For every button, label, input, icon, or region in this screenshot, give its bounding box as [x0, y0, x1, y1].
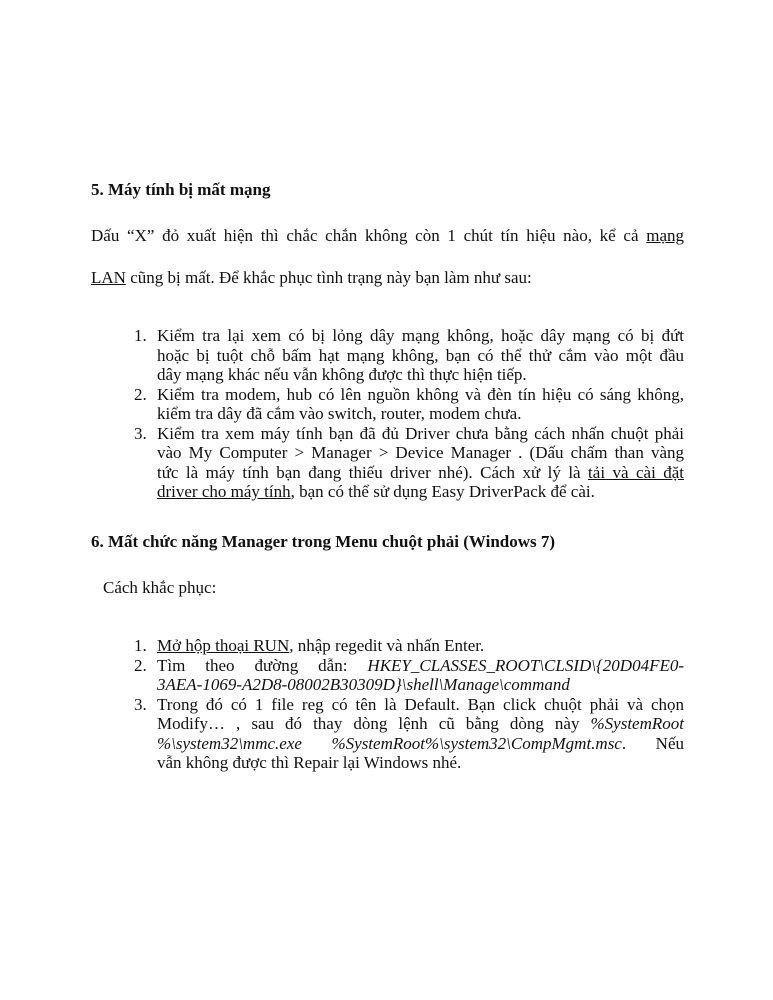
intro-text-2: cũng bị mất. Để khắc phục tình trạng này bạn làm như sau:: [130, 268, 532, 287]
list-text: . Nếu: [621, 733, 684, 753]
list-line: vẫn không được thì Repair lại Windows nhé.: [157, 753, 462, 772]
list-line: hoặc bị tuột chỗ bấm hạt mạng không, bạn có thể thử cắm vào một đầu: [157, 345, 684, 365]
registry-path: 3AEA-1069-A2D8-08002B30309D}\shell\Manage\command: [157, 675, 570, 694]
list-line: [157, 656, 684, 676]
fix-label: Cách khắc phục:: [103, 578, 217, 597]
list-line: Kiểm tra modem, hub có lên nguồn không và đèn tín hiệu có sáng không,: [157, 384, 684, 404]
list-item: [91, 656, 684, 695]
list-text: tức là máy tính bạn đang thiếu driver nhé). Cách xử lý là: [157, 462, 581, 482]
link-tai-va-cai-dat[interactable]: tải và cài đặt: [588, 462, 685, 482]
list-line: vào My Computer > Manager > Device Manager . (Dấu chấm than vàng: [157, 443, 684, 462]
link-lan[interactable]: LAN: [91, 268, 126, 287]
section-5-steps-list: [91, 326, 684, 502]
list-number: 3.: [134, 694, 147, 714]
list-text: , nhập regedit và nhấn Enter.: [289, 636, 485, 655]
list-item: [91, 326, 684, 385]
link-driver-cho-may-tinh[interactable]: driver cho máy tính: [157, 482, 291, 501]
list-line: Kiểm tra xem máy tính bạn đã đủ Driver chưa bằng cách nhấn chuột phải: [157, 423, 684, 443]
list-number: 2.: [134, 384, 147, 404]
list-text: Modify… , sau đó thay dòng lệnh cũ bằng dòng này: [157, 714, 580, 733]
list-line: kiểm tra dây đã cắm vào switch, router, modem chưa.: [157, 404, 522, 423]
list-line: [157, 734, 684, 754]
list-text: Tìm theo đường dẫn:: [157, 655, 348, 675]
list-item: [91, 385, 684, 424]
list-line: Kiểm tra lại xem có bị lỏng dây mạng không, hoặc dây mạng có bị đứt: [157, 326, 684, 345]
list-item: [91, 636, 684, 656]
list-number: 2.: [134, 655, 147, 675]
list-item: [91, 424, 684, 502]
list-line: [157, 482, 684, 502]
list-number: 3.: [134, 423, 147, 443]
list-number: 1.: [134, 326, 147, 345]
section-5-intro-line-2: [91, 268, 684, 288]
command-text: %SystemRoot%\system32\CompMgmt.msc: [331, 733, 622, 753]
list-number: 1.: [134, 636, 147, 655]
command-text: %\system32\mmc.exe: [157, 733, 302, 753]
section-6-steps-list: [91, 636, 684, 773]
list-item: [91, 695, 684, 773]
registry-path: HKEY_CLASSES_ROOT\CLSID\{20D04FE0-: [367, 655, 685, 675]
list-line: Trong đó có 1 file reg có tên là Default. Bạn click chuột phải và chọn: [157, 694, 684, 714]
section-6-heading: 6. Mất chức năng Manager trong Menu chuột phải (Windows 7): [91, 532, 556, 551]
section-5-heading: 5. Máy tính bị mất mạng: [91, 180, 271, 199]
intro-text: Dấu “X” đỏ xuất hiện thì chắc chắn không còn 1 chút tín hiệu nào, kể cả: [91, 226, 639, 245]
link-mo-hop-thoai-run[interactable]: Mở hộp thoại RUN: [157, 636, 290, 655]
section-5-intro-line-1: [91, 226, 684, 246]
list-line: [157, 636, 684, 656]
command-text: %SystemRoot: [590, 714, 684, 733]
link-mang[interactable]: mạng: [646, 226, 684, 245]
list-text: , bạn có thể sử dụng Easy DriverPack để cài.: [290, 482, 595, 501]
list-line: dây mạng khác nếu vẫn không được thì thực hiện tiếp.: [157, 365, 527, 384]
list-line: [157, 463, 684, 483]
list-line: [157, 714, 684, 734]
list-line: [157, 675, 684, 695]
